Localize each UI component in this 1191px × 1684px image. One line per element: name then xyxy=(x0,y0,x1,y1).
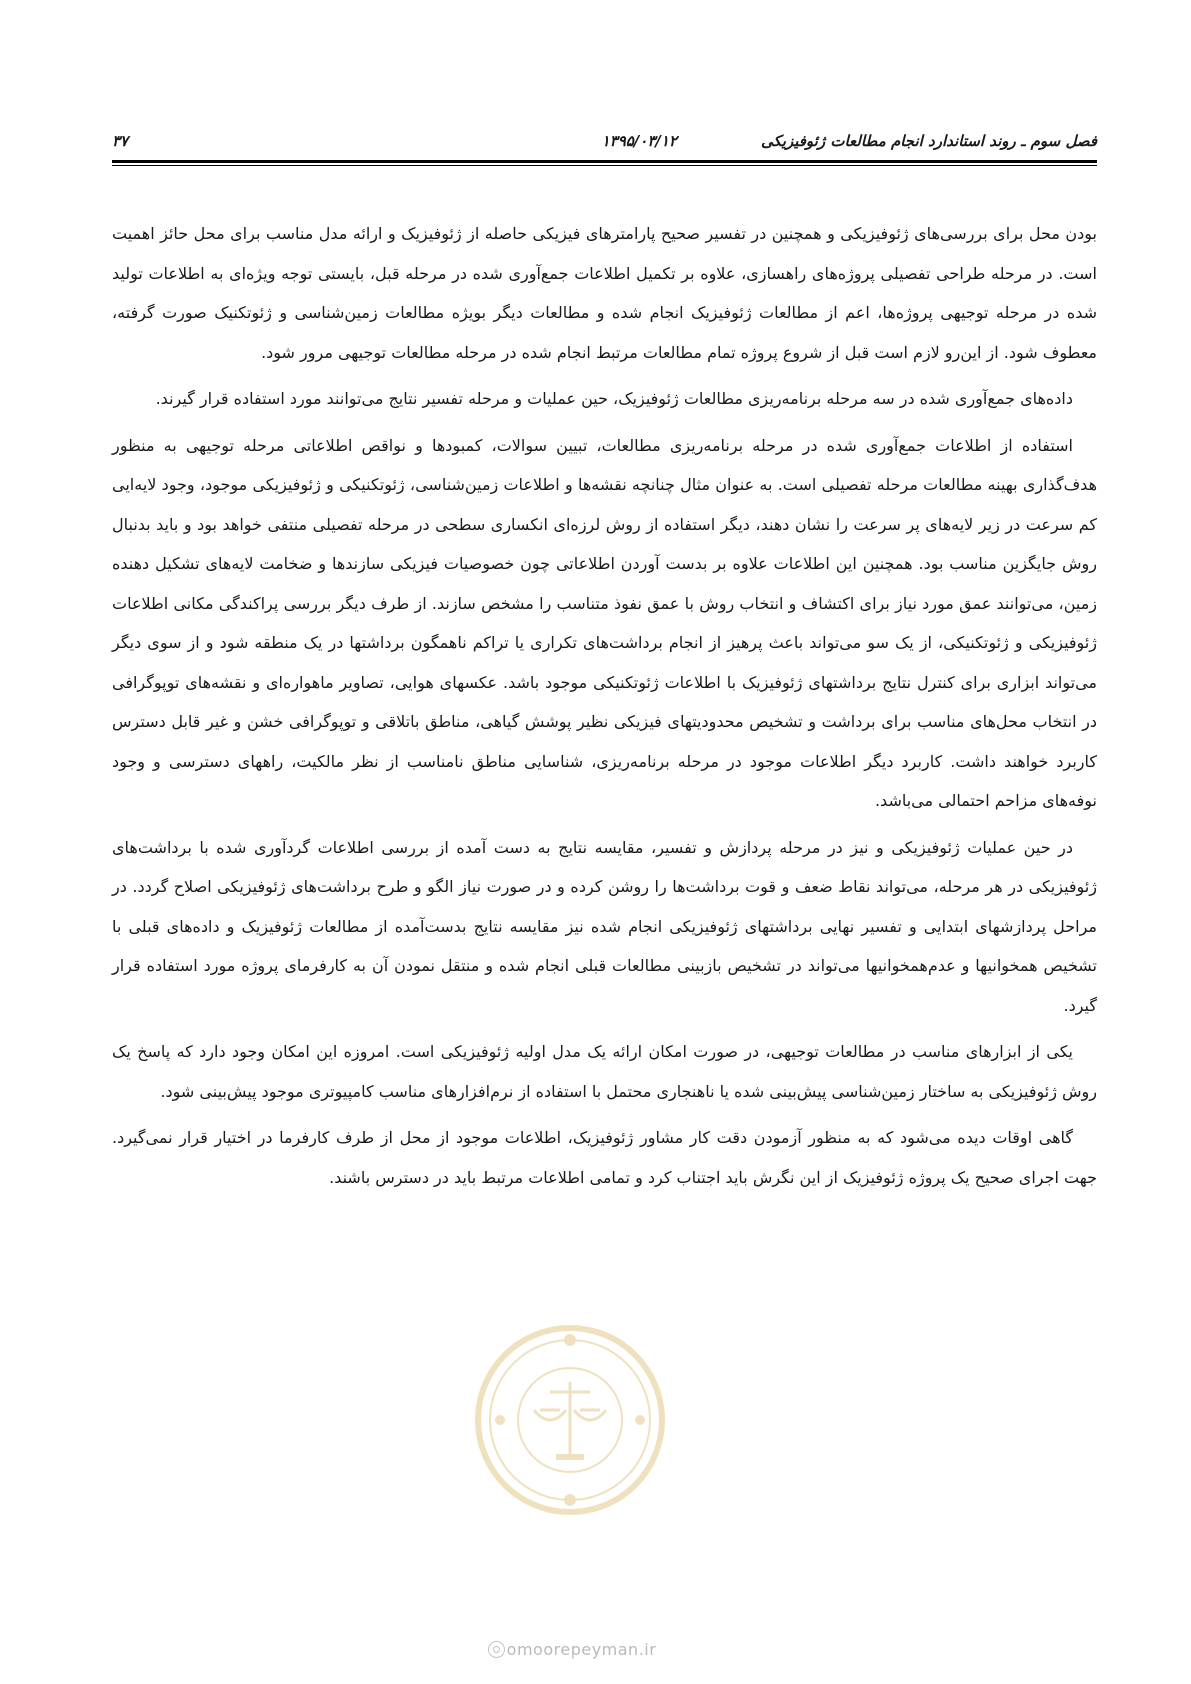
page-number: ۳۷ xyxy=(112,132,129,150)
watermark-seal-logo xyxy=(470,1320,670,1520)
paragraph: داده‌های جمع‌آوری شده در سه مرحله برنامه‌ریزی مطالعات ژئوفیزیک، حین عملیات و مرحله تفسیر نتایج می‌توانند مورد استفاده قرار گیرند. xyxy=(155,389,1073,408)
header-date: ۱۳۹۵/۰۳/۱۲ xyxy=(601,132,677,150)
paragraph: در حین عملیات ژئوفیزیکی و نیز در مرحله پردازش و تفسیر، مقایسه نتایج به دست آمده از بررسی اطلاعات گردآوری شده با برداشت‌های ژئوفیزیکی در هر مرحله، می‌تواند نقاط ضعف و قوت برداشت‌ها را روشن کرده و در صورت نیاز الگو و طرح برداشت‌های ژئوفیزیکی اصلاح گردد. در مراحل پردازشهای ابتدایی و تفسیر نهایی برداشتهای ژئوفیزیکی انجام شده نیز مقایسه نتایج بدست‌آمده از مطالعات ژئوفیزیک و داده‌های قبلی با تشخیص همخوانیها و عدم‌همخوانیها می‌تواند در تشخیص بازبینی مطالعات قبلی انجام شده و منتقل نمودن آن به کارفرمای پروژه مورد استفاده قرار گیرد. xyxy=(112,837,1097,1015)
page-header xyxy=(112,128,1097,158)
watermark-url: omoorepeyman.ir xyxy=(452,1640,692,1659)
paragraph: استفاده از اطلاعات جمع‌آوری شده در مرحله برنامه‌ریزی مطالعات، تبیین سوالات، کمبودها و نواقص اطلاعاتی مرحله توجیهی به منظور هدف‌گذاری بهینه مطالعات مرحله تفصیلی است. به عنوان مثال چنانچه نقشه‌ها و اطلاعات زمین‌شناسی، ژئوتکنیکی و ژئوفیزیکی موجود، وجود لایه‌ایی کم سرعت در زیر لایه‌های پر سرعت را نشان دهند، دیگر استفاده از روش لرزه‌ای انکساری سطحی در مرحله تفصیلی منتفی خواهد بود و باید بدنبال روش جایگزین مناسب بود. همچنین این اطلاعات علاوه بر بدست آوردن اطلاعاتی چون خصوصیات فیزیکی سازندها و ضخامت لایه‌های تشکیل دهنده زمین، می‌توانند عمق مورد نیاز برای اکتشاف و انتخاب روش با عمق نفوذ متناسب را مشخص سازند. از طرف دیگر بررسی پراکندگی مکانی اطلاعات ژئوفیزیکی و ژئوتکنیکی، از یک سو می‌تواند باعث پرهیز از انجام برداشت‌های تکراری یا تراکم ناهمگون برداشتها در یک منطقه شود و از سوی دیگر می‌تواند ابزاری برای کنترل نتایج برداشتهای ژئوفیزیک با اطلاعات ژئوتکنیکی موجود باشد. عکسهای هوایی، تصاویر ماهواره‌ای و نقشه‌های توپوگرافی در انتخاب محل‌های مناسب برای برداشت و تشخیص محدودیتهای فیزیکی نظیر پوشش گیاهی، مناطق باتلاقی و توپوگرافی خشن و غیر قابل دسترس کاربرد خواهند داشت. کاربرد دیگر اطلاعات موجود در مرحله برنامه‌ریزی، شناسایی مناطق نامناسب از نظر مالکیت، راههای دسترسی و وجود نوفه‌های مزاحم احتمالی می‌باشد. xyxy=(112,435,1097,810)
paragraph: گاهی اوقات دیده می‌شود که به منظور آزمودن دقت کار مشاور ژئوفیزیک، اطلاعات موجود از محل از طرف کارفرما در اختیار قرار نمی‌گیرد. جهت اجرای صحیح یک پروژه ژئوفیزیک از این نگرش باید اجتناب کرد و تمامی اطلاعات مرتبط باید در دسترس باشند. xyxy=(112,1128,1097,1187)
header-rule-thick xyxy=(112,160,1097,163)
paragraph: یکی از ابزارهای مناسب در مطالعات توجیهی، در صورت امکان ارائه یک مدل اولیه ژئوفیزیکی است. امروزه این امکان وجود دارد که پاسخ یک روش ژئوفیزیکی به ساختار زمین‌شناسی پیش‌بینی شده یا ناهنجاری محتمل با استفاده از نرم‌افزارهای مناسب کامپیوتری موجود پیش‌بینی شود. xyxy=(112,1042,1097,1101)
body-text xyxy=(112,214,1097,1204)
at-icon xyxy=(488,1641,505,1658)
header-rule-thin xyxy=(112,165,1097,166)
paragraph: بودن محل برای بررسی‌های ژئوفیزیکی و همچنین در تفسیر صحیح پارامترهای فیزیکی حاصله از ژئوفیزیک و ارائه مدل مناسب برای محل حائز اهمیت است. در مرحله طراحی تفصیلی پروژه‌های راهسازی، علاوه بر تکمیل اطلاعات جمع‌آوری شده در مرحله قبل، بایستی توجه ویژه‌ای به اطلاعات تولید شده در مرحله توجیهی پروژه‌ها، اعم از مطالعات ژئوفیزیک انجام شده و مطالعات دیگر بویژه مطالعات زمین‌شناسی و ژئوتکنیک صورت گرفته، معطوف شود. از این‌رو لازم است قبل از شروع پروژه تمام مطالعات مرتبط انجام شده در مرحله مطالعات توجیهی مرور شود. xyxy=(112,224,1097,362)
chapter-title: فصل سوم ـ روند استاندارد انجام مطالعات ژئوفیزیکی xyxy=(761,132,1097,150)
